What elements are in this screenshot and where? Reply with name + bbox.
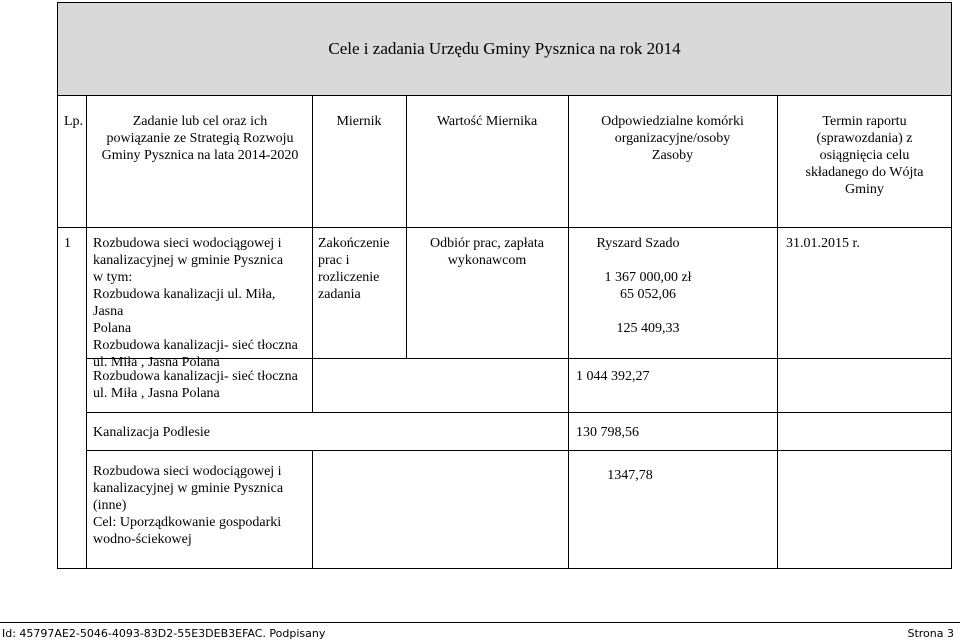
- header-divider: [57, 227, 952, 228]
- col-divider-lp: [86, 95, 87, 569]
- row1-zasoby-2: 65 052,06: [620, 287, 676, 302]
- row-divider-3: [86, 450, 952, 451]
- row1-termin: 31.01.2015 r.: [786, 236, 860, 251]
- row3-zadanie: Kanalizacja Podlesie: [93, 425, 211, 440]
- row-divider-2: [86, 412, 952, 413]
- header-termin: Termin raportu (sprawozdania) z osiągnięcia celu składanego do Wójta Gminy: [805, 114, 924, 197]
- header-odpowiedzialne: Odpowiedzialne komórki organizacyjne/osoby Zasoby: [601, 114, 744, 163]
- row1-wartosc: Odbiór prac, zapłata wykonawcom: [430, 236, 544, 268]
- col-divider-r2-b: [568, 358, 569, 412]
- col-divider-r4-a: [312, 450, 313, 569]
- row1-zasoby-1: 1 367 000,00 zł: [604, 270, 692, 285]
- col-divider-r3-b: [777, 412, 778, 450]
- document-id: Id: 45797AE2-5046-4093-83D2-55E3DEB3EFAC. Podpisany: [2, 627, 326, 640]
- row1-osoba: Ryszard Szado: [596, 236, 680, 251]
- row1-lp: 1: [64, 236, 71, 251]
- row3-zasoby: 130 798,56: [576, 425, 639, 440]
- footer: [0, 622, 960, 643]
- col-divider-r3-a: [568, 412, 569, 450]
- header-zadanie: Zadanie lub cel oraz ich powiązanie ze Strategią Rozwoju Gminy Pysznica na lata 2014-2020: [101, 114, 299, 163]
- header-miernik: Miernik: [336, 114, 382, 129]
- row4-zadanie: Rozbudowa sieci wodociągowej i kanalizacyjnej w gminie Pysznica (inne) Cel: Uporządkowanie gospodarki wodno-ściekowej: [93, 464, 284, 547]
- page-title: Cele i zadania Urzędu Gminy Pysznica na rok 2014: [328, 39, 681, 58]
- col-divider-odp-r1: [777, 227, 778, 358]
- col-divider-r4-c: [777, 450, 778, 569]
- row2-zadanie: Rozbudowa kanalizacji- sieć tłoczna ul. Miła , Jasna Polana: [93, 369, 298, 401]
- header-lp: Lp.: [64, 114, 84, 129]
- col-divider-r2-c: [777, 358, 778, 412]
- header-wartosc: Wartość Miernika: [436, 114, 538, 129]
- row1-zasoby-3: 125 409,33: [616, 321, 680, 336]
- page-number: Strona 3: [907, 627, 954, 640]
- row1-zadanie: Rozbudowa sieci wodociągowej i kanalizacyjnej w gminie Pysznica w tym: Rozbudowa kanalizacji ul. Miła, Jasna Polana Rozbudowa kanalizacji- sieć tłoczna ul. Miła , Jasna Polana: [93, 236, 298, 370]
- row2-zasoby: 1 044 392,27: [576, 369, 650, 384]
- col-divider-r2-a: [312, 358, 313, 412]
- title-row: [57, 2, 952, 96]
- col-divider-zadanie-r1: [312, 227, 313, 358]
- row4-zasoby: 1347,78: [607, 468, 653, 483]
- row1-miernik: Zakończenie prac i rozliczenie zadania: [318, 236, 390, 302]
